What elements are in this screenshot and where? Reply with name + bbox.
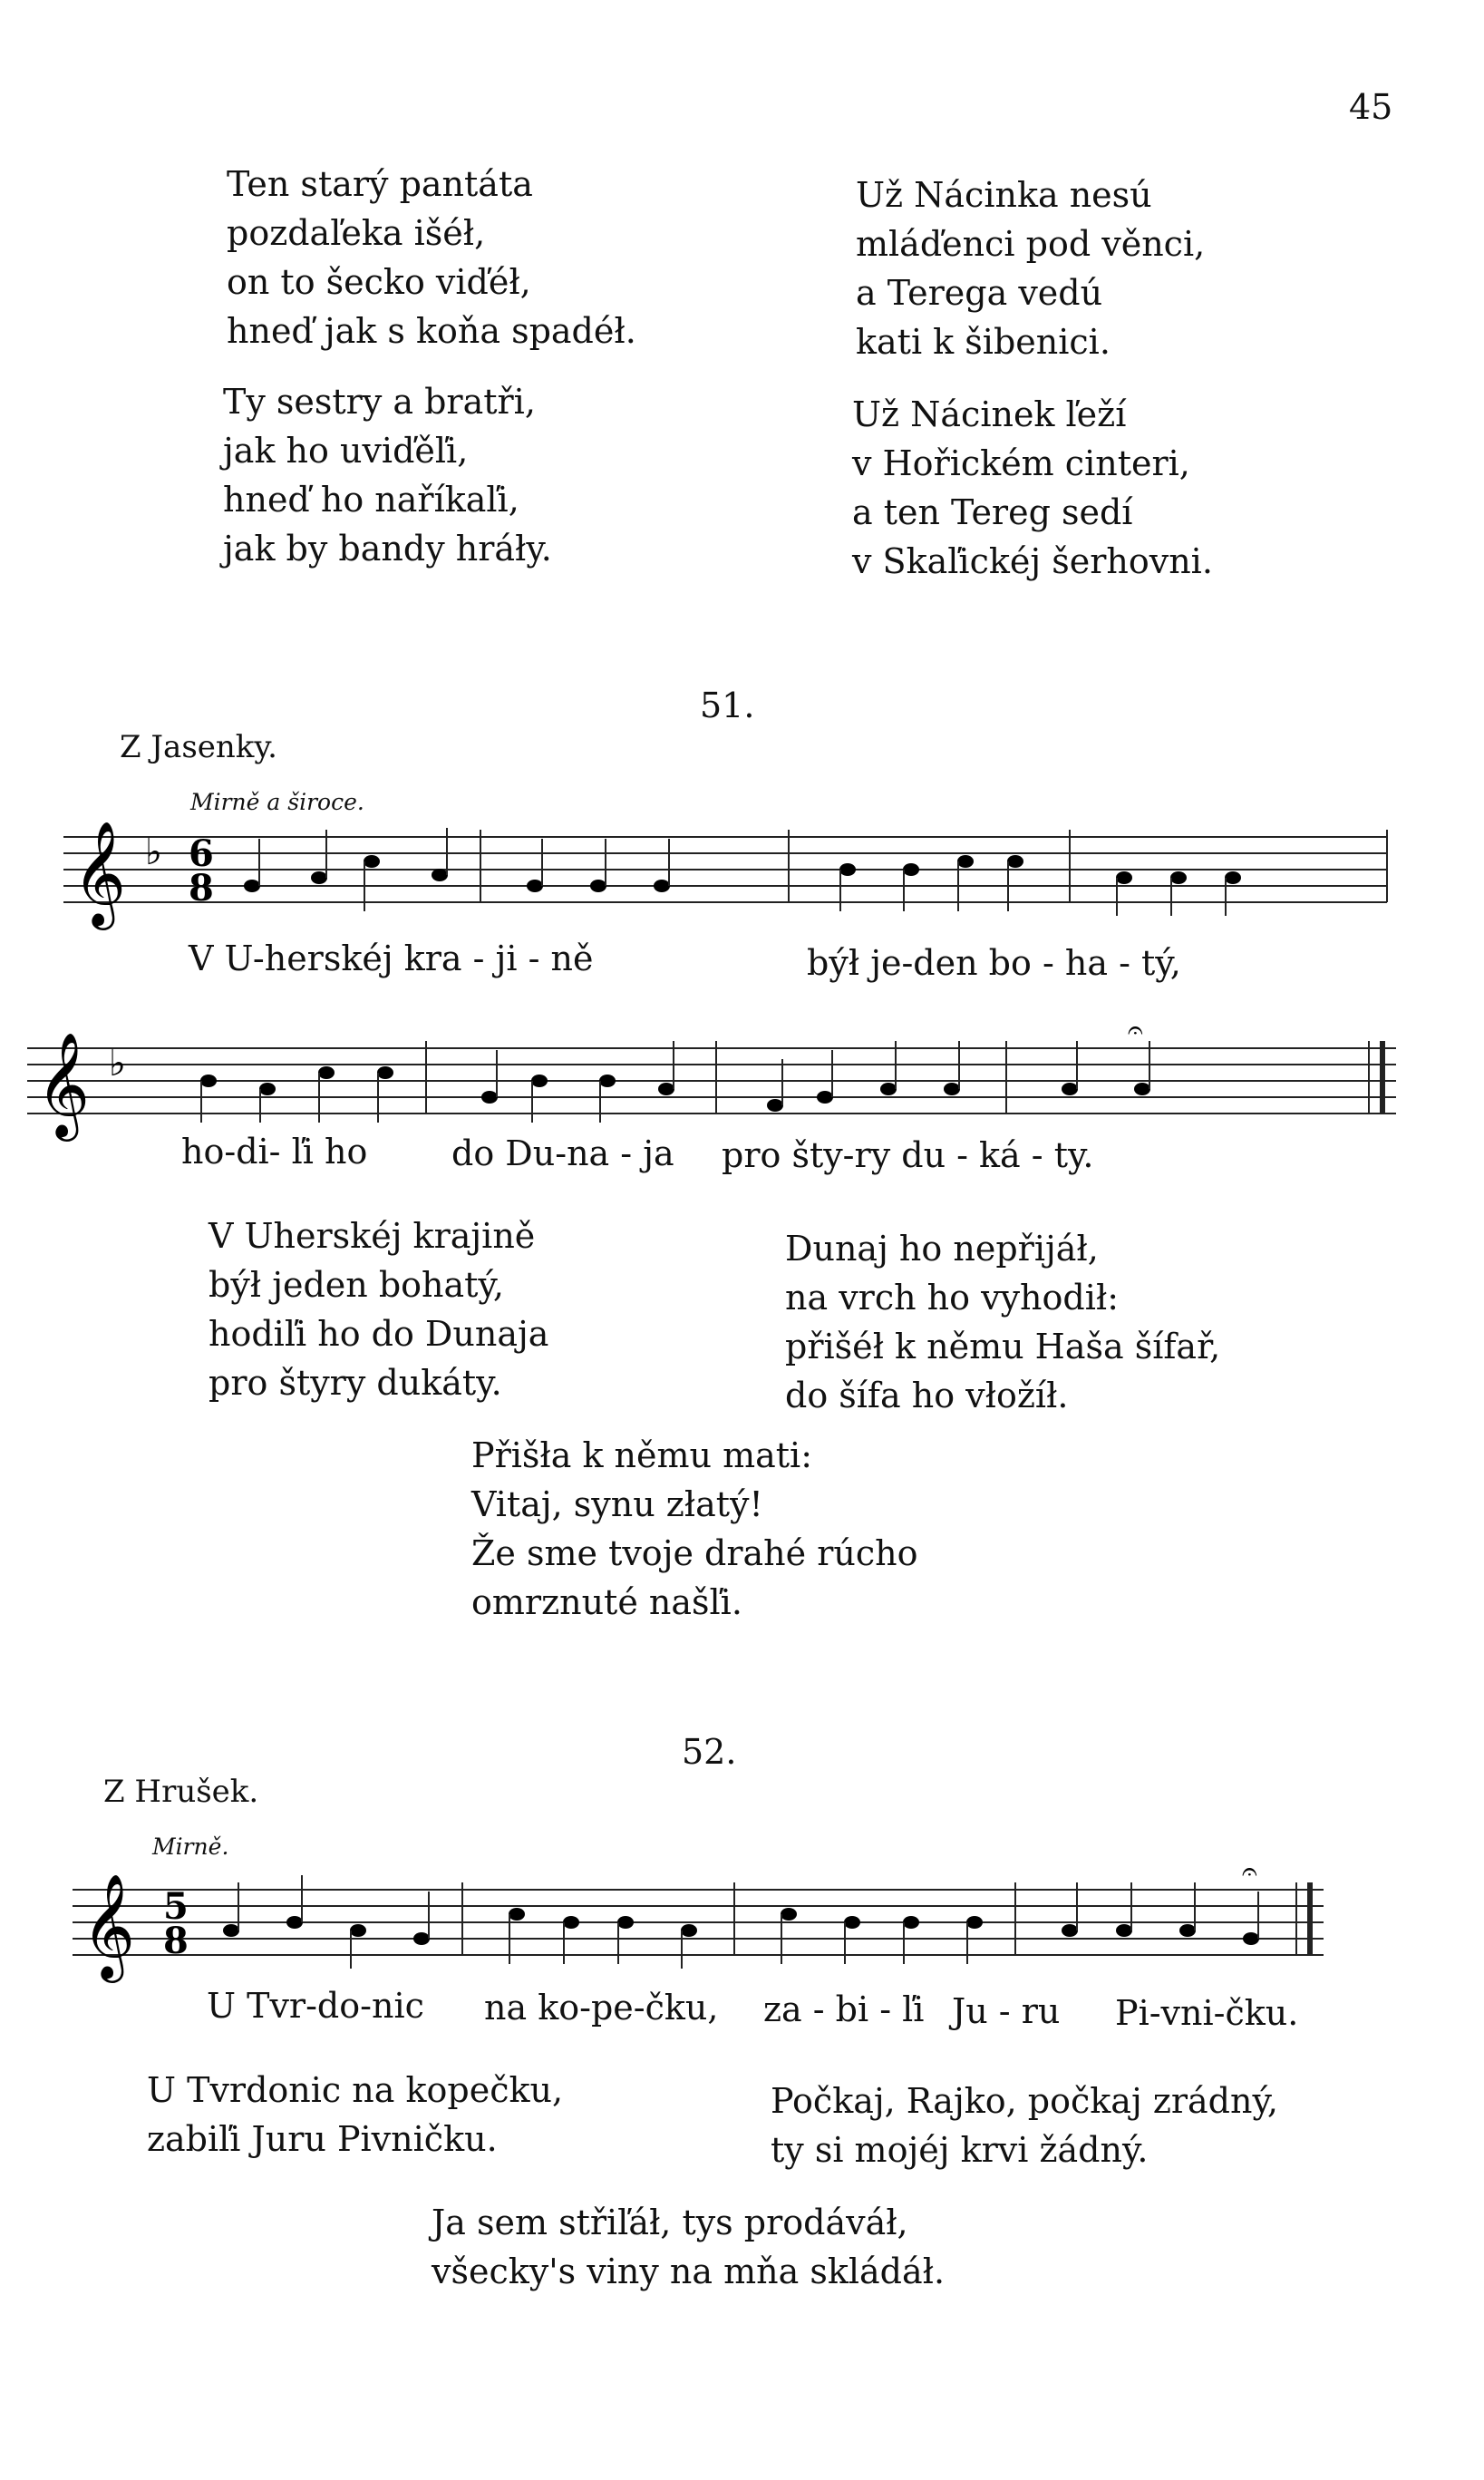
verse-line: Že sme tvoje drahé rúcho [471,1533,918,1573]
staff-lines [63,837,1387,902]
time-sig-bottom: 8 [189,867,214,909]
fermata-icon: 𝄐 [1242,1856,1257,1888]
verse-line: Dunaj ho nepřijáł, [785,1229,1099,1269]
verse-line: v Hořickém cinteri, [852,443,1190,483]
note [364,855,380,868]
verse-line: Už Nácinka nesú [856,175,1152,215]
song-51-lyrics-2a: ho-di- ľi ho [181,1132,368,1172]
verse-line: Ten starý pantáta [227,164,533,204]
song-51-verse-right [785,1224,1220,1420]
song-52-lyrics-b: na ko-pe-čku, [484,1988,719,2028]
note [590,880,606,892]
verse-line: Přišła k němu mati: [471,1435,813,1475]
note [839,863,856,876]
staff-lines [27,1048,1396,1114]
verse-line: mláďenci pod věnci, [856,224,1206,264]
verse-line: hneď jak s koňa spadéł. [227,311,636,351]
song-51-staff-2 [18,1015,1405,1137]
note [311,871,327,884]
verse-line: kati k šibenici. [856,322,1111,362]
verse-line: hodiľi ho do Dunaja [209,1314,549,1354]
verse-line: omrznuté našľi. [471,1582,742,1622]
verse-line: on to šecko viďéł, [227,262,531,302]
treble-clef-icon: 𝄞 [82,1872,136,1979]
verse-line: pozdaľeka išéł, [227,213,486,253]
song-52-lyrics-e: Pi-vni-čku. [1115,1993,1299,2033]
staff-lines [73,1890,1324,1955]
note [1116,871,1132,884]
verse-line: býł jeden bohatý, [209,1265,504,1305]
verse-line: jak ho uviďěľi, [223,431,469,471]
song-52-lyrics-c: za - bi - ľi [763,1989,925,2029]
treble-clef-icon: 𝄞 [73,820,127,926]
verse-line: hneď ho naříkaľi, [223,480,519,520]
verse-line: přišéł k němu Haša šífař, [785,1327,1221,1366]
note [244,880,260,892]
verse-line: Ty sestry a bratři, [223,382,536,422]
fermata-icon: 𝄐 [1128,1015,1143,1046]
top-verse-right-2 [852,390,1213,586]
verse-line: V Uherskéj krajině [209,1216,536,1256]
time-sig-top: 6 [189,832,214,875]
song-52-verse-right [771,2076,1278,2174]
verse-line: U Tvrdonic na kopečku, [147,2070,564,2110]
verse-line: do šífa ho vłožíł. [785,1376,1069,1415]
verse-line: Ja sem střiľáł, tys prodáváł, [432,2203,908,2242]
verse-line: Už Nácinek ľeží [852,394,1127,434]
note [1170,871,1187,884]
note [654,880,670,892]
verse-line: všecky's viny na mňa skládáł. [432,2251,946,2291]
verse-line: Vitaj, synu złatý! [471,1484,763,1524]
note [1007,855,1023,868]
verse-line: jak by bandy hráły. [223,529,552,569]
verse-line: a ten Tereg sedí [852,492,1133,532]
song-51-staff-1 [54,820,1396,926]
song-51-number: 51. [700,686,755,725]
verse-line: na vrch ho vyhodił: [785,1278,1119,1318]
flat-icon: ♭ [109,1043,126,1084]
notes-group [223,1856,1310,1969]
song-51-lyrics-1a: V U-herskéj kra - ji - ně [189,939,594,978]
verse-line: ty si mojéj krvi žádný. [771,2130,1149,2170]
song-51-verse-left [209,1211,548,1407]
flat-icon: ♭ [145,832,162,873]
verse-line: Počkaj, Rajko, počkaj zrádný, [771,2081,1278,2121]
page-number: 45 [1349,87,1393,127]
verse-line: v Skaľickéj šerhovni. [852,541,1213,581]
song-51-origin: Z Jasenky. [120,729,277,765]
song-52-verse-left [147,2066,563,2164]
notes-group [200,1015,1382,1123]
top-verse-right-1 [856,170,1205,366]
song-52-lyrics-d: Ju - ru [952,1991,1061,2031]
treble-clef-icon: 𝄞 [36,1031,91,1137]
song-52-origin: Z Hrušek. [103,1774,259,1810]
note [903,863,919,876]
note [957,855,974,868]
song-51-verse-center [471,1431,918,1627]
time-sig-top: 5 [163,1885,189,1928]
song-52-number: 52. [682,1732,737,1772]
verse-line: a Terega vedú [856,273,1103,313]
song-51-tempo: Mirně a široce. [190,789,364,815]
top-verse-left-1 [227,160,636,355]
note [527,880,543,892]
song-52-staff [63,1856,1333,1979]
song-51-lyrics-1b: býł je-den bo - ha - tý, [807,943,1181,983]
note [1225,871,1241,884]
note [432,869,448,881]
verse-line: pro štyry dukáty. [209,1363,502,1403]
time-sig-bottom: 8 [163,1920,189,1962]
song-51-lyrics-2c: pro šty-ry du - ká - ty. [722,1135,1094,1175]
verse-line: zabiľi Juru Pivničku. [147,2119,498,2159]
top-verse-left-2 [223,377,552,573]
song-52-lyrics-a: U Tvr-do-nic [207,1986,424,2026]
song-52-verse-center [432,2198,945,2296]
song-51-lyrics-2b: do Du-na - ja [451,1133,674,1173]
song-52-tempo: Mirně. [152,1833,229,1860]
